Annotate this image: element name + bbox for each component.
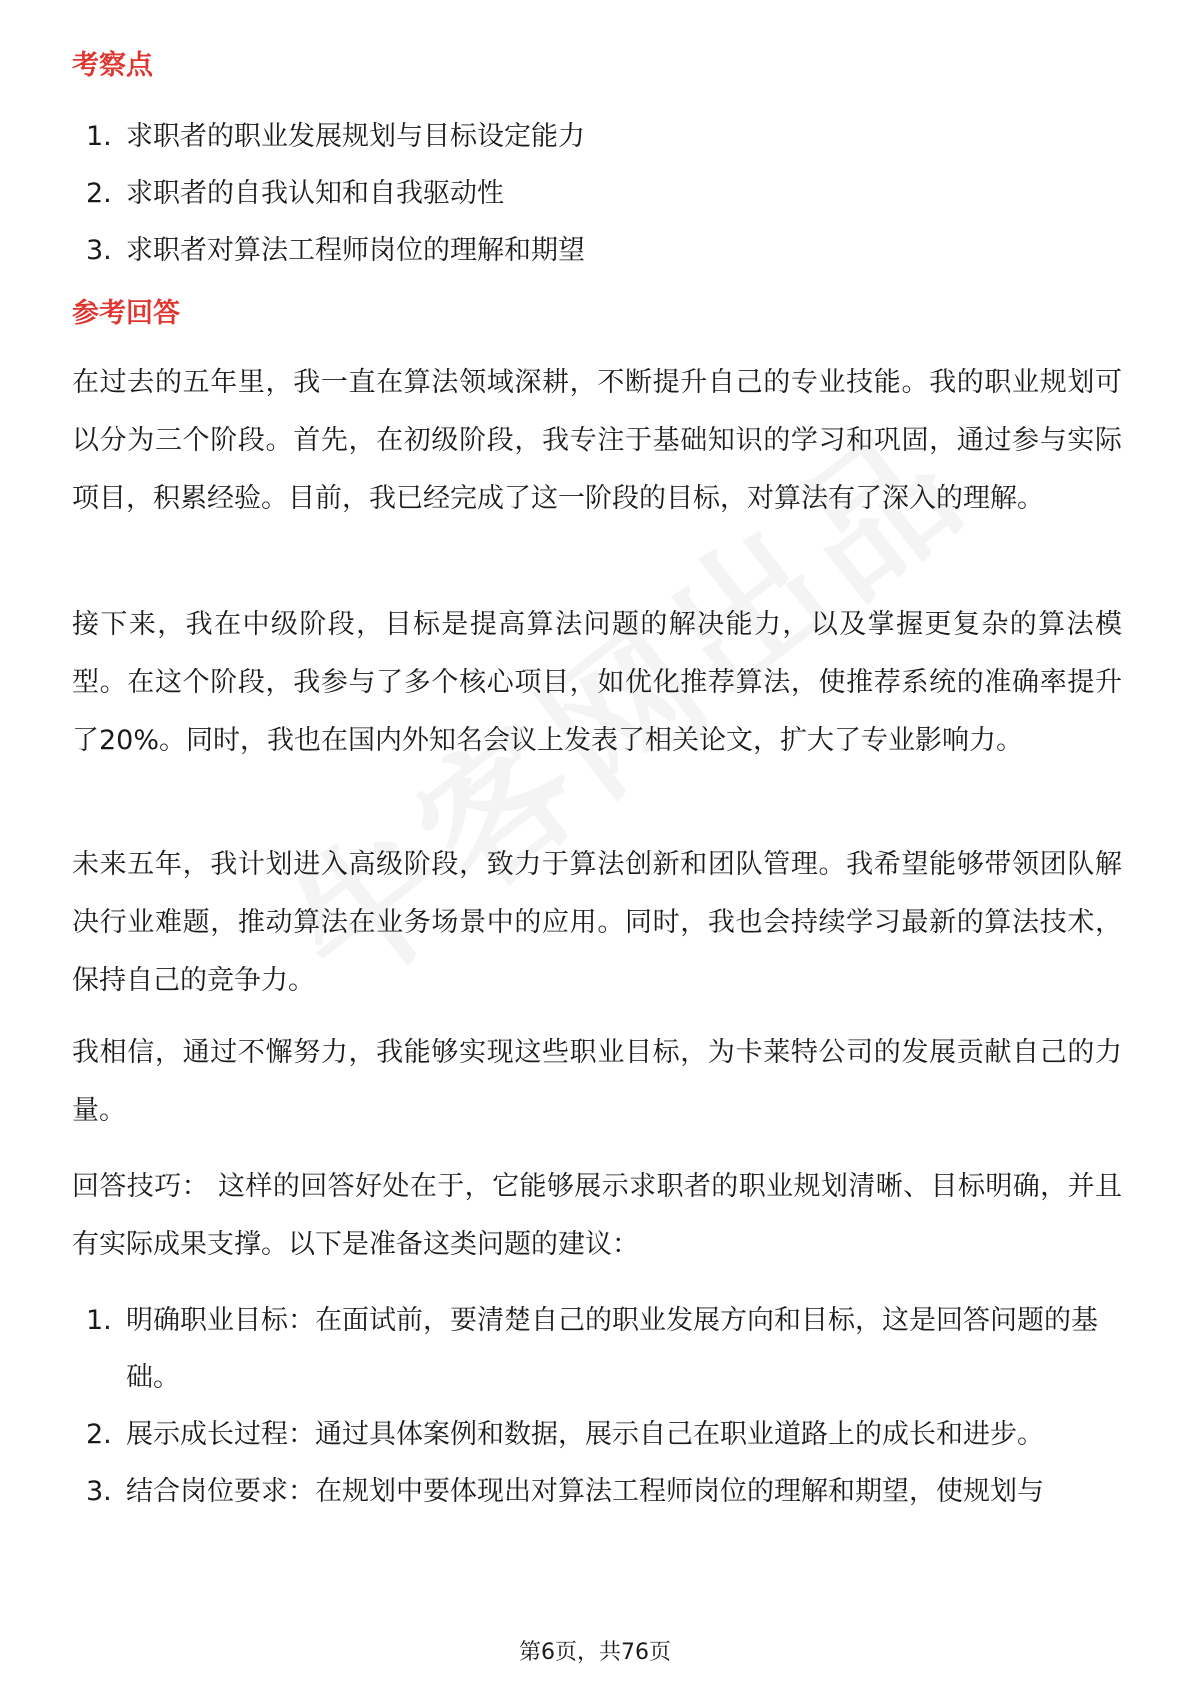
list-item-text: 求职者对算法工程师岗位的理解和期望 [126, 235, 585, 266]
list-item [72, 108, 1122, 165]
list-item-text: 展示成长过程：通过具体案例和数据，展示自己在职业道路上的成长和进步。 [126, 1419, 1044, 1450]
list-item-number: 2. [86, 178, 112, 209]
list-item-number: 1. [86, 1305, 112, 1336]
list-item-text: 求职者的自我认知和自我驱动性 [126, 178, 504, 209]
paragraph: 未来五年，我计划进入高级阶段，致力于算法创新和团队管理。我希望能够带领团队解决行业难题，推动算法在业务场景中的应用。同时，我也会持续学习最新的算法技术，保持自己的竞争力。 [72, 849, 1122, 996]
paragraph: 我相信，通过不懈努力，我能够实现这些职业目标，为卡莱特公司的发展贡献自己的力量。 [72, 1037, 1122, 1126]
list-item-number: 1. [86, 121, 112, 152]
list-item [72, 1292, 1122, 1406]
paragraph: 接下来，我在中级阶段，目标是提高算法问题的解决能力，以及掌握更复杂的算法模型。在这个阶段，我参与了多个核心项目，如优化推荐算法，使推荐系统的准确率提升了20%。同时，我也在国内外知名会议上发表了相关论文，扩大了专业影响力。 [72, 609, 1122, 756]
tips-list [72, 1292, 1122, 1520]
list-item-text: 求职者的职业发展规划与目标设定能力 [126, 121, 585, 152]
list-item [72, 1463, 1122, 1520]
answer-heading: 参考回答 [72, 298, 180, 329]
list-item-text: 明确职业目标：在面试前，要清楚自己的职业发展方向和目标，这是回答问题的基础。 [126, 1305, 1098, 1393]
list-item [72, 165, 1122, 222]
list-item-text: 结合岗位要求：在规划中要体现出对算法工程师岗位的理解和期望，使规划与 [126, 1476, 1044, 1507]
list-item-number: 2. [86, 1419, 112, 1450]
page-number-footer: 第6页，共76页 [519, 1640, 671, 1665]
paragraph: 在过去的五年里，我一直在算法领域深耕，不断提升自己的专业技能。我的职业规划可以分为三个阶段。首先，在初级阶段，我专注于基础知识的学习和巩固，通过参与实际项目，积累经验。目前，我已经完成了这一阶段的目标，对算法有了深入的理解。 [72, 367, 1122, 514]
exam-points-heading: 考察点 [72, 50, 153, 81]
list-item [72, 1406, 1122, 1463]
exam-points-list [72, 108, 1122, 279]
list-item-number: 3. [86, 1476, 112, 1507]
tips-intro-paragraph: 回答技巧： 这样的回答好处在于，它能够展示求职者的职业规划清晰、目标明确，并且有实际成果支撑。以下是准备这类问题的建议： [72, 1171, 1122, 1260]
list-item-number: 3. [86, 235, 112, 266]
list-item [72, 222, 1122, 279]
